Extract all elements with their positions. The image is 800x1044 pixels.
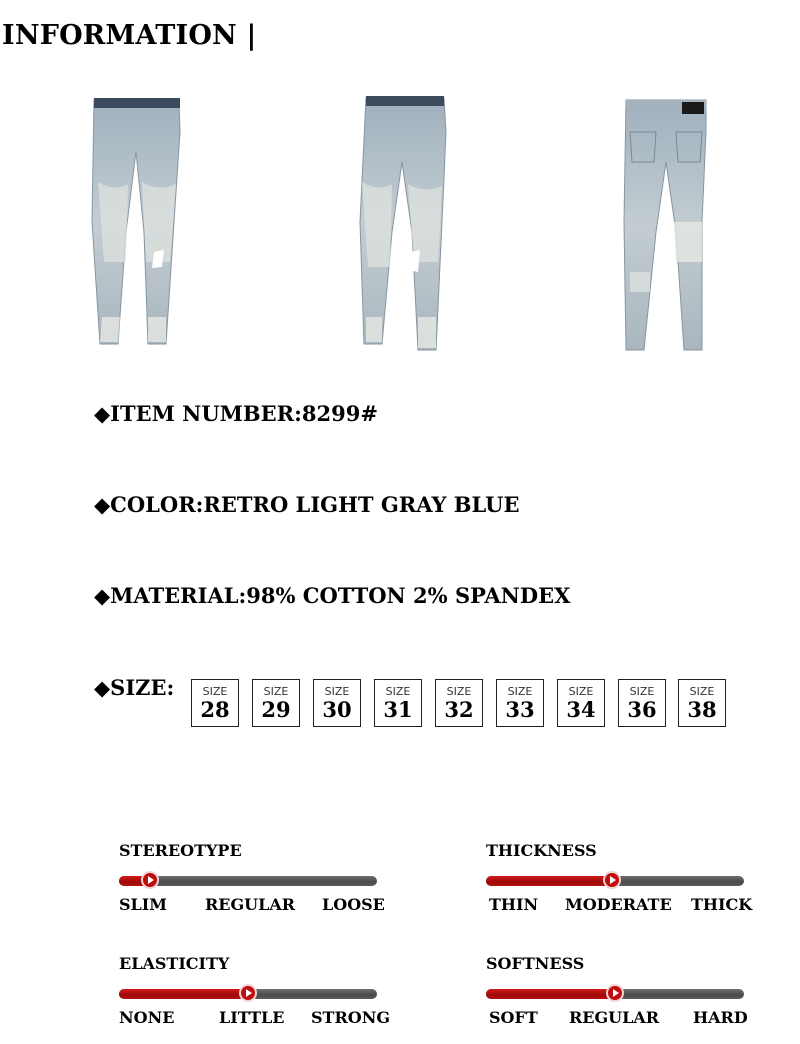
meter-label-min: THIN xyxy=(489,895,539,914)
meter-label-max: THICK xyxy=(691,895,753,914)
meter-track xyxy=(119,989,377,999)
meter-track xyxy=(486,989,744,999)
jeans-front-icon xyxy=(84,92,204,354)
size-prefix: SIZE xyxy=(324,685,350,698)
size-option[interactable] xyxy=(618,679,666,727)
size-option[interactable] xyxy=(374,679,422,727)
meter-label-mid: REGULAR xyxy=(205,895,296,914)
size-prefix: SIZE xyxy=(446,685,472,698)
size-option[interactable] xyxy=(496,679,544,727)
size-prefix: SIZE xyxy=(263,685,289,698)
size-value: 28 xyxy=(200,697,230,722)
meter-label-min: SOFT xyxy=(489,1008,538,1027)
color-spec: ◆COLOR:RETRO LIGHT GRAY BLUE xyxy=(94,492,520,517)
size-prefix: SIZE xyxy=(507,685,533,698)
size-option[interactable] xyxy=(252,679,300,727)
meter-stereotype xyxy=(119,841,385,931)
meter-title: SOFTNESS xyxy=(486,954,585,973)
item-number: ◆ITEM NUMBER:8299# xyxy=(94,401,378,426)
size-prefix: SIZE xyxy=(629,685,655,698)
meter-fill xyxy=(119,989,248,999)
meter-label-max: STRONG xyxy=(311,1008,390,1027)
meter-title: THICKNESS xyxy=(486,841,597,860)
size-value: 33 xyxy=(505,697,535,722)
play-icon xyxy=(141,871,159,889)
jeans-back-icon xyxy=(606,92,726,354)
size-value: 38 xyxy=(687,697,717,722)
product-image-back xyxy=(606,92,726,354)
play-icon xyxy=(606,984,624,1002)
size-option[interactable] xyxy=(678,679,726,727)
size-option[interactable] xyxy=(313,679,361,727)
meter-label-max: LOOSE xyxy=(322,895,385,914)
meter-label-mid: MODERATE xyxy=(565,895,672,914)
size-value: 31 xyxy=(383,697,413,722)
meter-softness xyxy=(486,954,748,1044)
size-option[interactable] xyxy=(557,679,605,727)
play-icon xyxy=(603,871,621,889)
product-image-front xyxy=(84,92,204,354)
size-option[interactable] xyxy=(435,679,483,727)
meter-title: STEREOTYPE xyxy=(119,841,242,860)
meter-label-mid: REGULAR xyxy=(569,1008,660,1027)
size-prefix: SIZE xyxy=(385,685,411,698)
size-option[interactable] xyxy=(191,679,239,727)
meter-label-min: NONE xyxy=(119,1008,175,1027)
meter-thickness xyxy=(486,841,753,931)
size-value: 36 xyxy=(627,697,657,722)
meter-fill xyxy=(486,989,615,999)
meter-elasticity xyxy=(119,954,390,1044)
size-prefix: SIZE xyxy=(568,685,594,698)
play-icon xyxy=(239,984,257,1002)
product-image-angle xyxy=(352,92,472,354)
page-title: INFORMATION | xyxy=(2,20,257,51)
jeans-angle-icon xyxy=(352,92,472,354)
size-value: 29 xyxy=(261,697,291,722)
material-spec: ◆MATERIAL:98% COTTON 2% SPANDEX xyxy=(94,583,571,608)
size-value: 34 xyxy=(566,697,596,722)
size-value: 32 xyxy=(444,697,474,722)
size-label: ◆SIZE: xyxy=(94,675,175,700)
meter-label-max: HARD xyxy=(693,1008,748,1027)
size-prefix: SIZE xyxy=(202,685,228,698)
size-prefix: SIZE xyxy=(689,685,715,698)
meter-title: ELASTICITY xyxy=(119,954,230,973)
size-value: 30 xyxy=(322,697,352,722)
meter-fill xyxy=(486,876,612,886)
meter-track xyxy=(119,876,377,886)
meter-label-min: SLIM xyxy=(119,895,167,914)
meter-label-mid: LITTLE xyxy=(219,1008,285,1027)
meter-track xyxy=(486,876,744,886)
